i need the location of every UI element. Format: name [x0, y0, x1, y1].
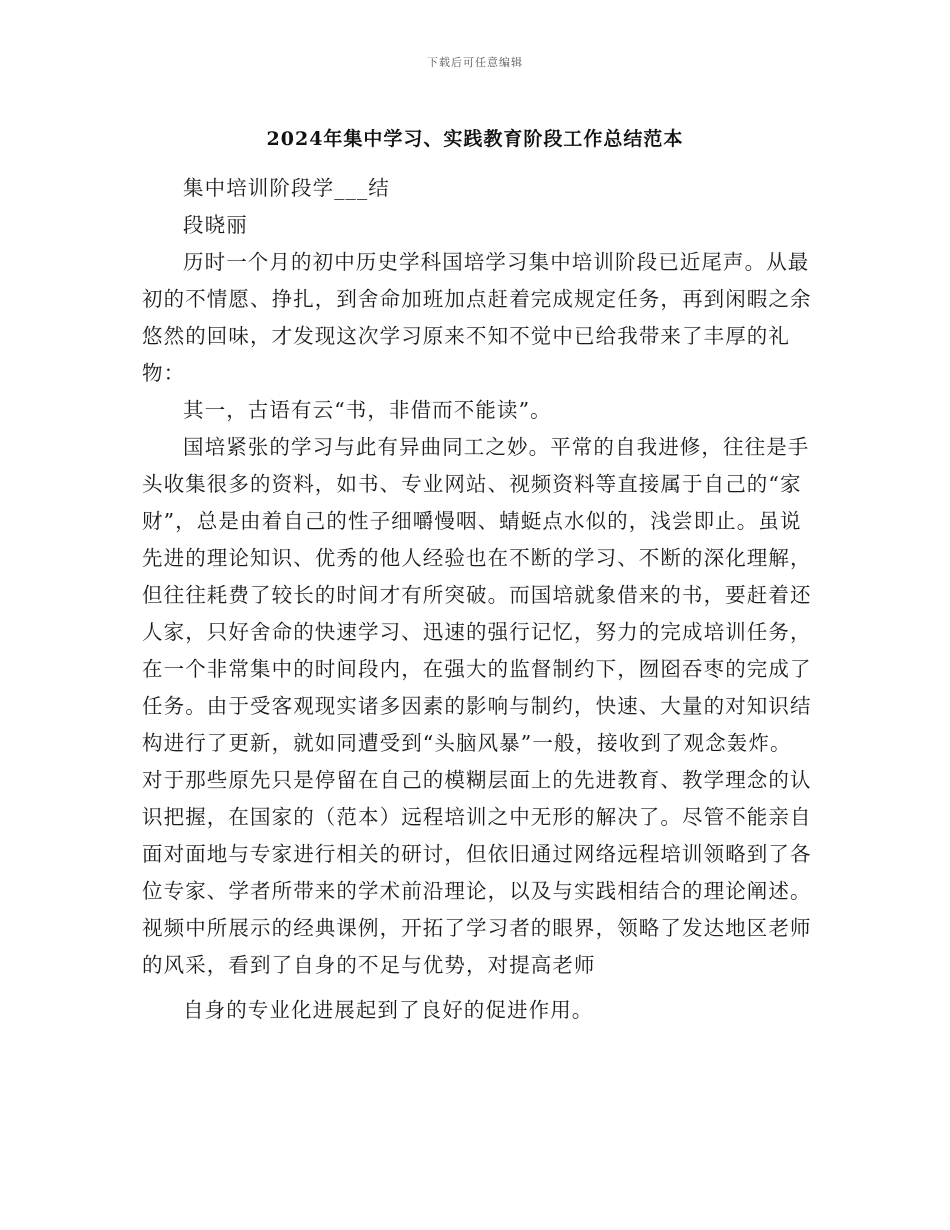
paragraph-point-one: 其一，古语有云“书，非借而不能读”。 [183, 398, 552, 422]
document-title: 2024年集中学习、实践教育阶段工作总结范本 [266, 128, 684, 150]
document-body [142, 170, 812, 1029]
paragraph-author: 段晓丽 [183, 213, 248, 237]
paragraph-intro: 历时一个月的初中历史学科国培学习集中培训阶段已近尾声。从最初的不情愿、挣扎，到舍命加班加点赶着完成规定任务，再到闲暇之余悠然的回味，才发现这次学习原来不知不觉中已给我带来了丰厚的礼物： [142, 250, 812, 385]
paragraph-main: 国培紧张的学习与此有异曲同工之妙。平常的自我进修，往往是手头收集很多的资料，如书、专业网站、视频资料等直接属于自己的“家财”，总是由着自己的性子细嚼慢咽、蜻蜓点水似的，浅尝即止。虽说先进的理论知识、优秀的他人经验也在不断的学习、不断的深化理解，但往往耗费了较长的时间才有所突破。而国培就象借来的书，要赶着还人家，只好舍命的快速学习、迅速的强行记忆，努力的完成培训任务，在一个非常集中的时间段内，在强大的监督制约下，囫囵吞枣的完成了任务。由于受客观现实诸多因素的影响与制约，快速、大量的对知识结构进行了更新，就如同遭受到“头脑风暴”一般，接收到了观念轰炸。对于那些原先只是停留在自己的模糊层面上的先进教育、教学理念的认识把握，在国家的（范本）远程培训之中无形的解决了。尽管不能亲自面对面地与专家进行相关的研讨，但依旧通过网络远程培训领略到了各位专家、学者所带来的学术前沿理论，以及与实践相结合的理论阐述。视频中所展示的经典课例，开拓了学习者的眼界，领略了发达地区老师的风采，看到了自身的不足与优势，对提高老师 [142, 435, 812, 977]
paragraph-closing: 自身的专业化进展起到了良好的促进作用。 [183, 998, 594, 1022]
paragraph-subtitle: 集中培训阶段学___结 [183, 176, 390, 200]
header-note: 下载后可任意编辑 [427, 56, 523, 69]
